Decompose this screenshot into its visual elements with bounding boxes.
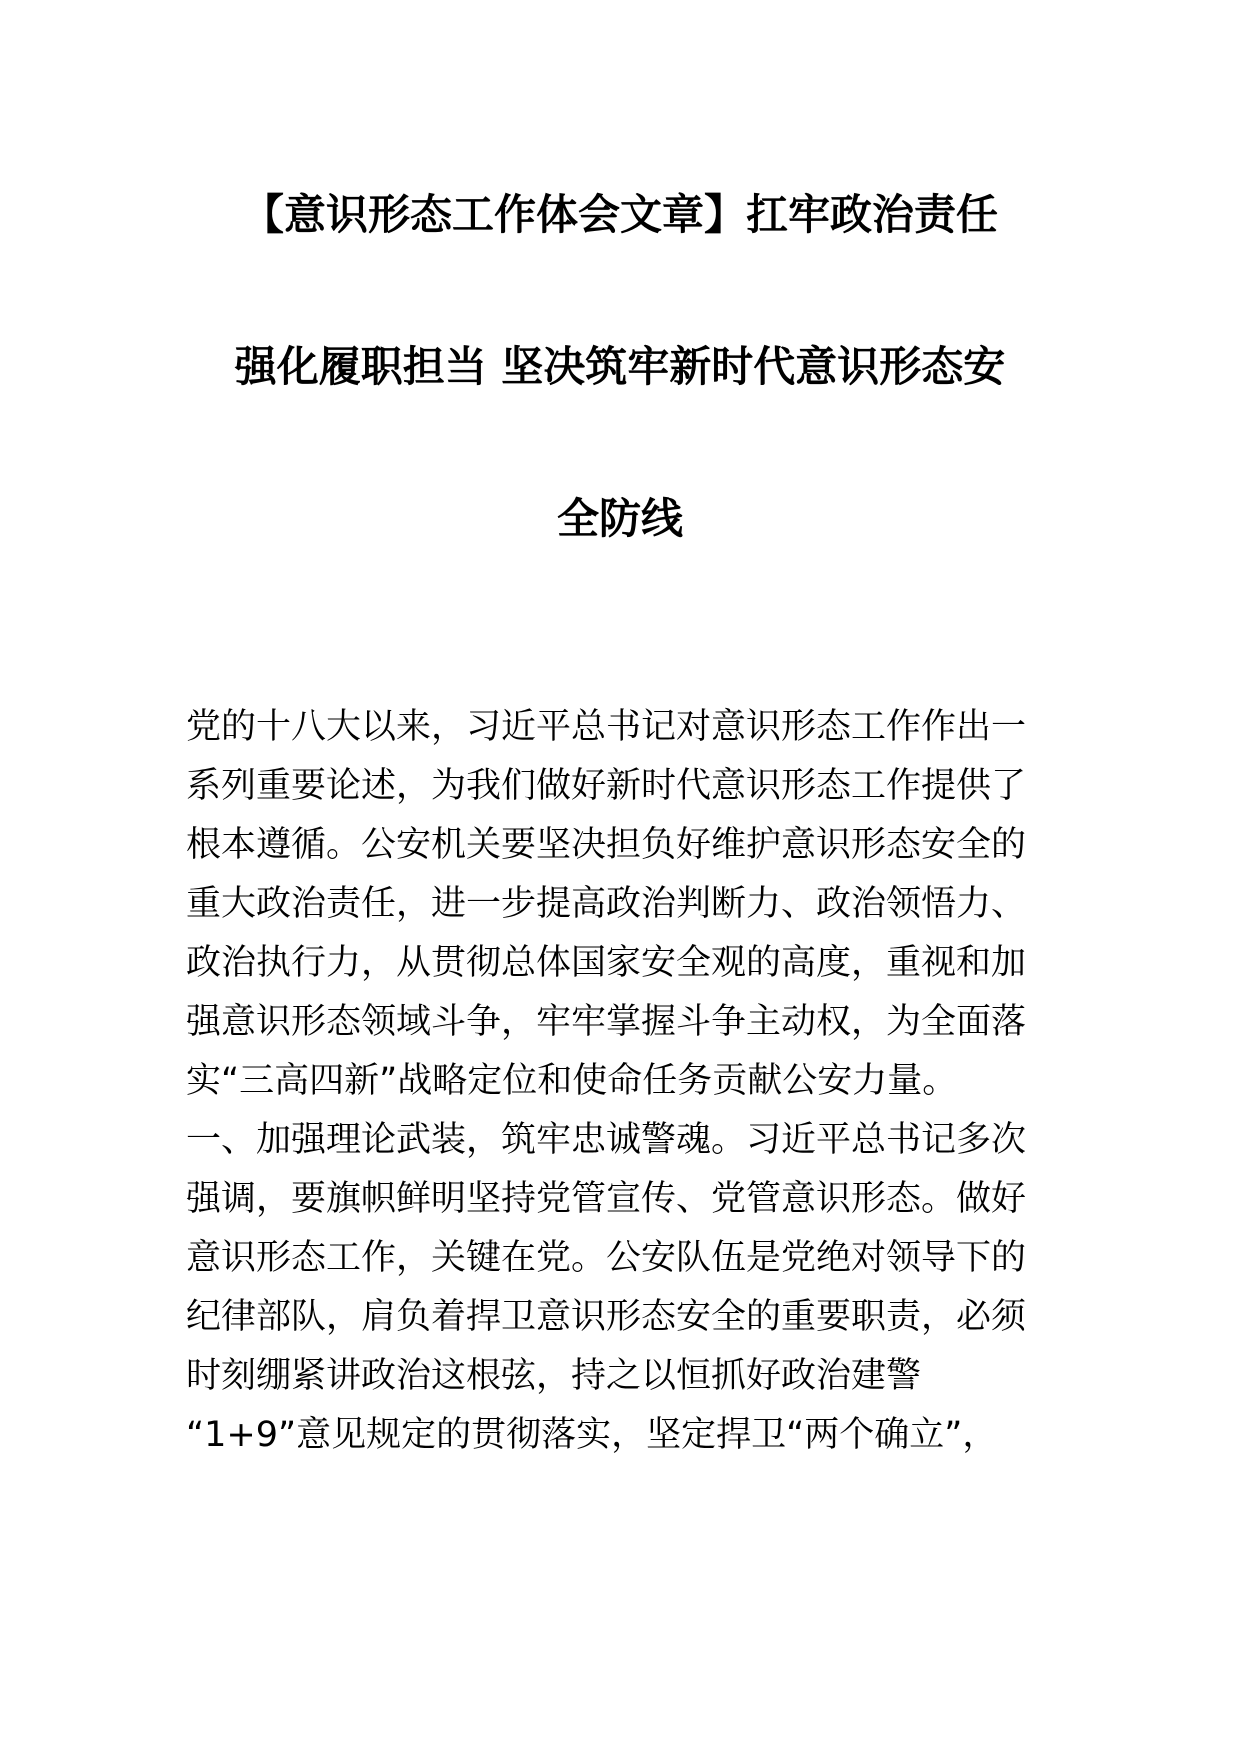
body-line: 一、加强理论武装，筑牢忠诚警魂。习近平总书记多次	[186, 1120, 1027, 1160]
body-line: 党的十八大以来，习近平总书记对意识形态工作作出一	[186, 707, 1027, 747]
document-title	[150, 190, 1090, 646]
body-line: 实“三高四新”战略定位和使命任务贡献公安力量。	[186, 1061, 958, 1101]
document-body	[186, 698, 1066, 1465]
title-line-2: 强化履职担当 坚决筑牢新时代意识形态安	[234, 342, 1006, 391]
body-line: 意识形态工作，关键在党。公安队伍是党绝对领导下的	[186, 1238, 1027, 1278]
body-line: 政治执行力，从贯彻总体国家安全观的高度，重视和加	[186, 943, 1027, 983]
body-line: 强意识形态领域斗争，牢牢掌握斗争主动权，为全面落	[186, 1002, 1027, 1042]
body-line: 重大政治责任，进一步提高政治判断力、政治领悟力、	[186, 884, 1027, 924]
body-line: 根本遵循。公安机关要坚决担负好维护意识形态安全的	[186, 825, 1027, 865]
title-line-3: 全防线	[556, 494, 683, 543]
body-line: 强调，要旗帜鲜明坚持党管宣传、党管意识形态。做好	[186, 1179, 1027, 1219]
body-line: 纪律部队，肩负着捍卫意识形态安全的重要职责，必须	[186, 1297, 1027, 1337]
title-line-1: 【意识形态工作体会文章】扛牢政治责任	[241, 190, 998, 239]
body-line: “1+9”意见规定的贯彻落实，坚定捍卫“两个确立”，	[186, 1415, 998, 1455]
body-line: 系列重要论述，为我们做好新时代意识形态工作提供了	[186, 766, 1027, 806]
body-line: 时刻绷紧讲政治这根弦，持之以恒抓好政治建警	[186, 1356, 922, 1396]
